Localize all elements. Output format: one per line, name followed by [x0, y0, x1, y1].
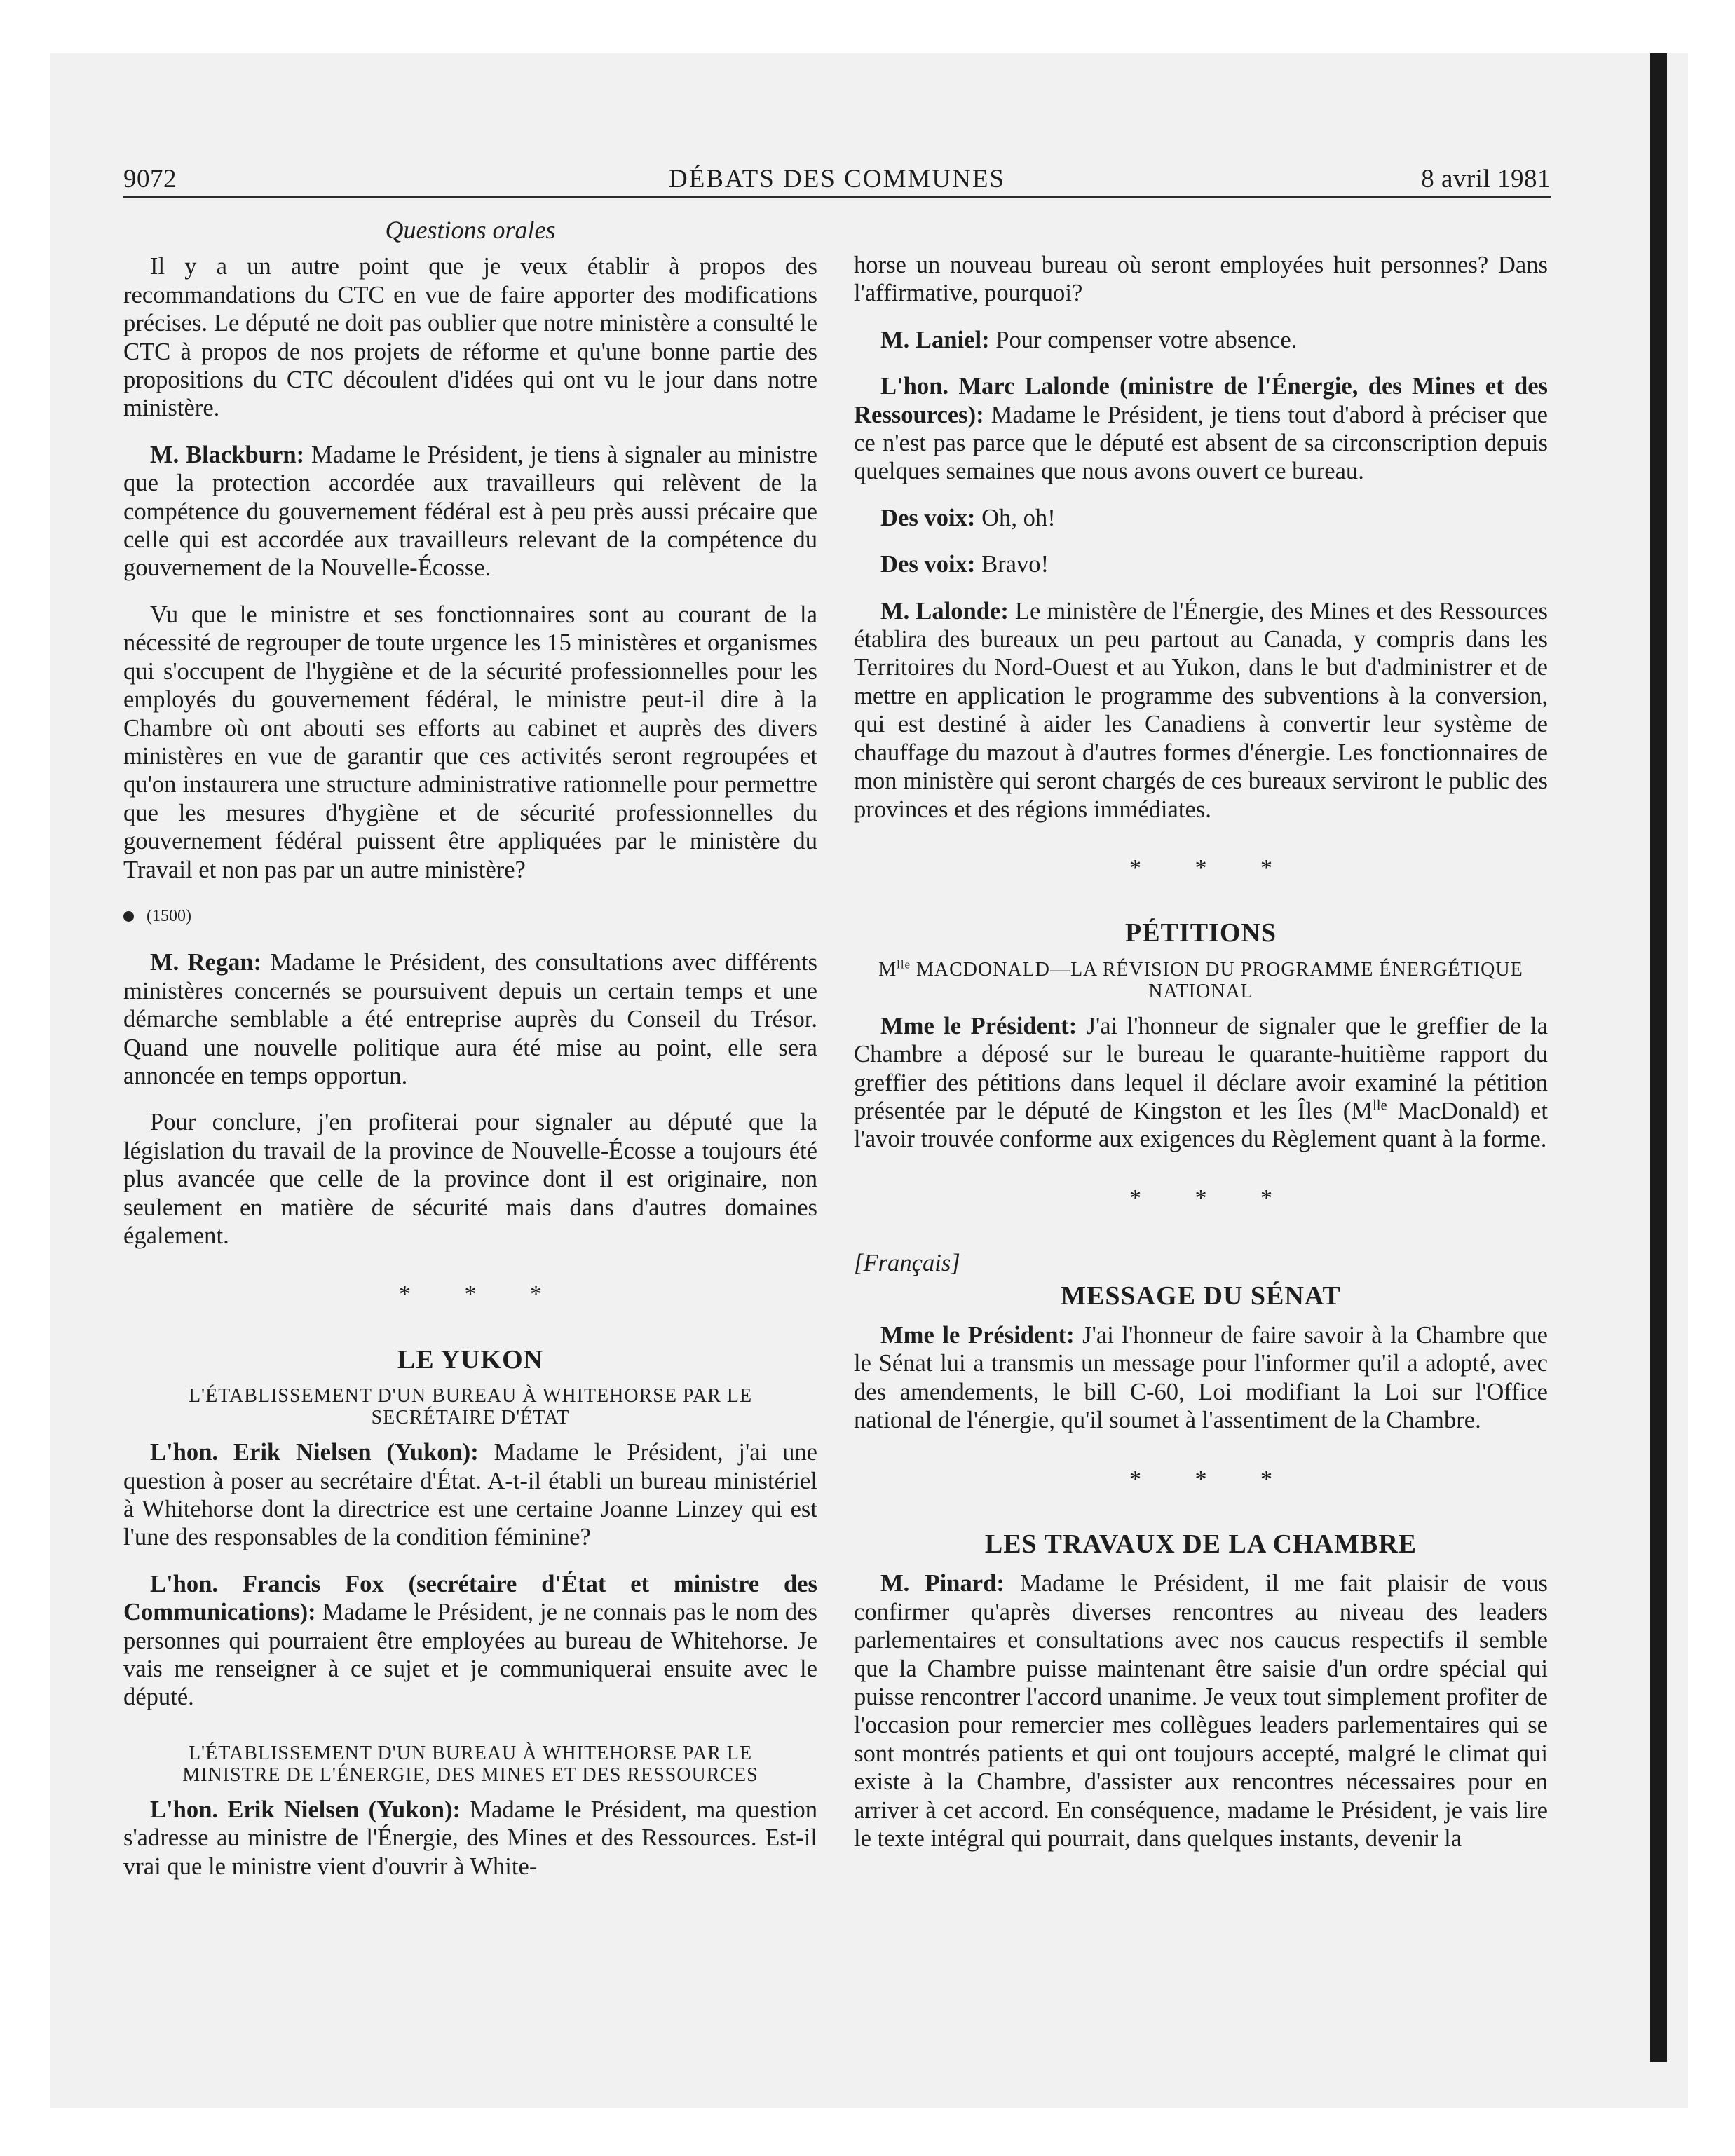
paragraph: Vu que le ministre et ses fonctionnaires sont au courant de la nécessité de regrouper de toute urgence les 15 ministères et organismes qui s'occupent de l'hygiène et de la sécurité professionnelles pour les employés du gouvernement fédéral, le ministre peut-il dire à la Chambre où ont abouti ses efforts au cabinet et auprès des divers ministères en vue de garantir que ces activités seront regroupées et qu'on instaurera une structure administrative rationnelle pour permettre que les mesures d'hygiène et de sécurité professionnelles du gouvernement fédéral puissent être appliquées par le ministère du Travail et non pas par un autre ministère?: [123, 601, 817, 883]
time-marker: (1500): [123, 902, 817, 930]
paragraph: M. Lalonde: Le ministère de l'Énergie, des Mines et des Ressources établira des bureaux un peu partout au Canada, y compris dans les Territoires du Nord-Ouest et au Yukon, dans le but d'administrer et de mettre en application le programme des subventions à la conversion, qui est destiné à aider les Canadiens à convertir leur système de chauffage du mazout à d'autres formes d'énergie. Les fonctionnaires de mon ministère qui seront chargés de ces bureaux serviront le public des provinces et des régions immédiates.: [854, 597, 1549, 823]
section-separator: * * *: [1129, 854, 1296, 881]
header-rule: [123, 196, 1551, 198]
paragraph: Il y a un autre point que je veux établir à propos des recommandations du CTC en vue de faire apporter des modifications précises. Le député ne doit pas oublier que notre ministère a consulté le CTC à propos de nos projets de réforme et qu'une bonne partie des propositions du CTC découlent d'idées qui ont vu le jour dans notre ministère.: [123, 253, 817, 422]
speaker-name: L'hon. Erik Nielsen (Yukon):: [150, 1796, 461, 1823]
speaker-name: L'hon. Marc Lalonde (ministre de l'Énergie, des Mines et des Ressources):: [854, 373, 1548, 428]
paragraph: L'hon. Erik Nielsen (Yukon): Madame le Président, j'ai une question à poser au secrétaire d'État. A-t-il établi un bureau ministériel à Whitehorse dont la directrice est une certaine Joanne Linzey qui est l'une des responsables de la condition féminine?: [123, 1439, 818, 1551]
section-subtitle: L'ÉTABLISSEMENT D'UN BUREAU À WHITEHORSE PAR LE SECRÉTAIRE D'ÉTAT: [188, 1385, 753, 1429]
paragraph: Pour conclure, j'en profiterai pour signaler au député que la législation du travail de la province de Nouvelle-Écosse a toujours été plus avancée que celle de la province dont il est originaire, non seulement en matière de sécurité mais dans d'autres domaines également.: [123, 1109, 817, 1249]
speaker-name: Mme le Président:: [880, 1321, 1075, 1349]
paragraph: M. Blackburn: Madame le Président, je tiens à signaler au ministre que la protection accordée aux travailleurs qui relèvent de la compétence du gouvernement fédéral est à peu près aussi précaire que celle qui est accordée aux travailleurs relevant de la compétence du gouvernement de la Nouvelle-Écosse.: [123, 441, 817, 582]
binding-edge: [1650, 53, 1667, 2062]
page-header: [123, 164, 1551, 198]
paragraph: M. Laniel: Pour compenser votre absence.: [880, 326, 1298, 353]
section-title: LE YUKON: [397, 1344, 544, 1374]
speaker-name: L'hon. Erik Nielsen (Yukon):: [150, 1439, 479, 1466]
speaker-name: M. Regan:: [150, 949, 262, 976]
speaker-name: Des voix:: [880, 504, 976, 531]
paragraph: Mme le Président: J'ai l'honneur de faire savoir à la Chambre que le Sénat lui a transmis un message pour l'informer qu'il a adopté, avec des amendements, le bill C-60, Loi modifiant la Loi sur l'Office national de l'énergie, qu'il soumet à l'assentiment de la Chambre.: [854, 1321, 1548, 1434]
section-title: LES TRAVAUX DE LA CHAMBRE: [984, 1529, 1417, 1559]
speaker-name: Mme le Président:: [880, 1012, 1077, 1039]
speaker-name: L'hon. Francis Fox (secrétaire d'État et ministre des Communications):: [123, 1570, 817, 1626]
left-column: [123, 210, 817, 1899]
bullet-icon: [123, 911, 134, 922]
speaker-name: M. Pinard:: [880, 1570, 1005, 1597]
speaker-name: Des voix:: [880, 551, 976, 578]
paragraph: L'hon. Francis Fox (secrétaire d'État et ministre des Communications): Madame le Président, je ne connais pas le nom des personnes qui pourraient être employées au bureau de Whitehorse. Je vais me renseigner à ce sujet et je communiquerai ensuite avec le député.: [123, 1570, 817, 1711]
paragraph: M. Regan: Madame le Président, des consultations avec différents ministères concernés se poursuivent depuis un certain temps et une démarche semblable a été entreprise auprès du Conseil du Trésor. Quand une nouvelle politique aura été mise au point, elle sera annoncée en temps opportun.: [123, 949, 817, 1089]
speaker-name: M. Lalonde:: [880, 597, 1009, 625]
section-subtitle: $M^{lle}$ MACDONALD—LA RÉVISION DU PROGRAMME ÉNERGÉTIQUE NATIONAL: [878, 957, 1523, 1002]
section-separator: * * *: [1129, 1185, 1296, 1211]
running-subhead: Questions orales: [385, 216, 556, 244]
paragraph: Des voix: Bravo!: [880, 551, 1049, 578]
paragraph: Mme le Président: J'ai l'honneur de signaler que le greffier de la Chambre a déposé sur le bureau le quarante-huitième rapport du greffier des pétitions dans lequel il déclare avoir examiné la pétition présentée par le député de Kingston et les Îles ($M^{lle}$ MacDonald) et l'avoir trouvée conforme aux exigences du Règlement quant à la forme.: [854, 1012, 1548, 1153]
right-column: [854, 251, 1548, 1871]
paragraph: M. Pinard: Madame le Président, il me fait plaisir de vous confirmer qu'après diverses rencontres au niveau des leaders parlementaires et consultations avec nos caucus respectifs il semble que la Chambre puisse maintenant être saisie d'un ordre spécial qui puisse rencontrer l'accord unanime. Je veux tout simplement profiter de l'occasion pour remercier mes collègues leaders parlementaires qui se sont montrés patients et qui ont toujours accepté, malgré le climat qui existe à la Chambre, d'assister aux rencontres nécessaires pour en arriver à cet accord. En conséquence, madame le Président, je vais lire le texte intégral qui pourrait, dans quelques instants, devenir la: [854, 1570, 1548, 1853]
paragraph: L'hon. Erik Nielsen (Yukon): Madame le Président, ma question s'adresse au ministre de l'Énergie, des Mines et des Ressources. Est-il vrai que le ministre vient d'ouvrir à White-: [123, 1796, 817, 1880]
section-title: MESSAGE DU SÉNAT: [1061, 1281, 1341, 1311]
section-title: PÉTITIONS: [1125, 918, 1277, 948]
page-number: 9072: [123, 165, 177, 193]
paragraph: horse un nouveau bureau où seront employées huit personnes? Dans l'affirmative, pourquoi?: [854, 252, 1548, 307]
section-separator: * * *: [399, 1281, 566, 1308]
section-subtitle: L'ÉTABLISSEMENT D'UN BUREAU À WHITEHORSE PAR LE MINISTRE DE L'ÉNERGIE, DES MINES ET DES RESSOURCES: [182, 1742, 758, 1786]
language-marker: [Français]: [854, 1250, 960, 1277]
speaker-name: M. Laniel:: [880, 326, 990, 353]
paragraph: Des voix: Oh, oh!: [880, 504, 1056, 531]
publication-title: DÉBATS DES COMMUNES: [668, 165, 1005, 193]
section-separator: * * *: [1129, 1466, 1296, 1492]
paragraph: L'hon. Marc Lalonde (ministre de l'Énergie, des Mines et des Ressources): Madame le Président, je tiens tout d'abord à préciser que ce n'est pas parce que le député est absent de sa circonscription depuis quelques semaines que nous avons ouvert ce bureau.: [854, 373, 1548, 485]
issue-date: 8 avril 1981: [1421, 165, 1551, 193]
speaker-name: M. Blackburn:: [150, 441, 305, 468]
